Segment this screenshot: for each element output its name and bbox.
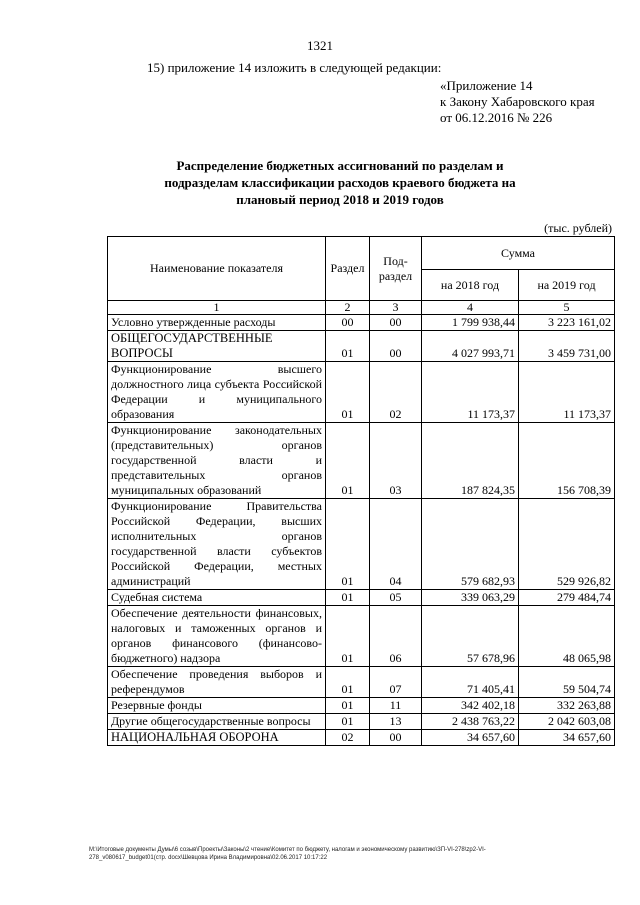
row-section-code: 01 bbox=[326, 499, 370, 590]
row-name: Другие общегосударственные вопросы bbox=[108, 714, 326, 730]
table-row bbox=[108, 698, 615, 714]
table-row bbox=[108, 667, 615, 698]
row-section-code: 00 bbox=[326, 315, 370, 331]
column-number: 1 bbox=[108, 301, 326, 315]
table-row bbox=[108, 590, 615, 606]
row-amount-2018: 579 682,93 bbox=[422, 499, 519, 590]
row-amount-2019: 3 459 731,00 bbox=[519, 331, 615, 362]
row-name: Резервные фонды bbox=[108, 698, 326, 714]
footer-line: 278_v080617_budget01(стр. docx\Шевцова Ирина Владимировна\02.06.2017 10:17:22 bbox=[89, 855, 328, 861]
row-section-code: 01 bbox=[326, 590, 370, 606]
row-amount-2018: 57 678,96 bbox=[422, 606, 519, 667]
row-subsection-code: 00 bbox=[370, 331, 422, 362]
row-subsection-code: 00 bbox=[370, 730, 422, 746]
column-number: 2 bbox=[326, 301, 370, 315]
footer-line: M:\Итоговые документы Думы\6 созыв\Проекты\Законы\2 чтение\Комитет по бюджету, налогам и экономическому развитию\ЗП-VI-278\zp2-VI- bbox=[89, 847, 486, 853]
row-amount-2019: 529 926,82 bbox=[519, 499, 615, 590]
row-amount-2018: 11 173,37 bbox=[422, 362, 519, 423]
page-number: 1321 bbox=[307, 38, 333, 53]
row-subsection-code: 04 bbox=[370, 499, 422, 590]
row-name: Функционирование высшего должностного лица субъекта Российской Федерации и муниципального образования bbox=[108, 362, 326, 423]
header-name: Наименование показателя bbox=[108, 237, 326, 301]
appendix-ref-line: к Закону Хабаровского края bbox=[440, 94, 595, 109]
column-numbers-row bbox=[108, 301, 615, 315]
row-amount-2019: 332 263,88 bbox=[519, 698, 615, 714]
column-number: 4 bbox=[422, 301, 519, 315]
header-year-2018: на 2018 год bbox=[422, 270, 519, 301]
row-section-code: 01 bbox=[326, 606, 370, 667]
intro-text: 15) приложение 14 изложить в следующей редакции: bbox=[147, 60, 442, 75]
row-amount-2019: 34 657,60 bbox=[519, 730, 615, 746]
table-row bbox=[108, 315, 615, 331]
row-subsection-code: 02 bbox=[370, 362, 422, 423]
row-amount-2019: 156 708,39 bbox=[519, 423, 615, 499]
appendix-ref-line: «Приложение 14 bbox=[440, 78, 533, 93]
row-section-code: 01 bbox=[326, 362, 370, 423]
row-amount-2019: 2 042 603,08 bbox=[519, 714, 615, 730]
row-section-code: 01 bbox=[326, 698, 370, 714]
row-name: Судебная система bbox=[108, 590, 326, 606]
row-amount-2019: 59 504,74 bbox=[519, 667, 615, 698]
row-name: Обеспечение проведения выборов и референдумов bbox=[108, 667, 326, 698]
row-amount-2019: 11 173,37 bbox=[519, 362, 615, 423]
row-name: Обеспечение деятельности финансовых, налоговых и таможенных органов и органов финансового (финансово-бюджетного) надзора bbox=[108, 606, 326, 667]
row-section-code: 02 bbox=[326, 730, 370, 746]
budget-table bbox=[107, 236, 615, 746]
title-line: Распределение бюджетных ассигнований по разделам и bbox=[176, 158, 504, 173]
row-amount-2018: 187 824,35 bbox=[422, 423, 519, 499]
header-subsection: Под- раздел bbox=[370, 237, 422, 301]
table-row bbox=[108, 423, 615, 499]
appendix-ref-line: от 06.12.2016 № 226 bbox=[440, 110, 553, 125]
table-row bbox=[108, 362, 615, 423]
row-name: Функционирование Правительства Российской Федерации, высших исполнительных органов государственной власти субъектов Российской Федерации, местных администраций bbox=[108, 499, 326, 590]
table-row bbox=[108, 331, 615, 362]
row-amount-2018: 339 063,29 bbox=[422, 590, 519, 606]
row-subsection-code: 06 bbox=[370, 606, 422, 667]
row-amount-2019: 279 484,74 bbox=[519, 590, 615, 606]
row-name: Функционирование законодательных (представительных) органов государственной власти и представительных органов муниципальных образований bbox=[108, 423, 326, 499]
header-section: Раздел bbox=[326, 237, 370, 301]
row-amount-2018: 2 438 763,22 bbox=[422, 714, 519, 730]
row-section-code: 01 bbox=[326, 714, 370, 730]
row-section-code: 01 bbox=[326, 423, 370, 499]
row-name: ОБЩЕГОСУДАРСТВЕННЫЕ ВОПРОСЫ bbox=[108, 331, 326, 362]
title-line: плановый период 2018 и 2019 годов bbox=[236, 192, 444, 207]
row-subsection-code: 07 bbox=[370, 667, 422, 698]
row-amount-2018: 34 657,60 bbox=[422, 730, 519, 746]
row-subsection-code: 11 bbox=[370, 698, 422, 714]
row-amount-2018: 1 799 938,44 bbox=[422, 315, 519, 331]
header-sum: Сумма bbox=[422, 237, 615, 270]
document-title bbox=[140, 157, 540, 208]
row-section-code: 01 bbox=[326, 667, 370, 698]
row-subsection-code: 00 bbox=[370, 315, 422, 331]
title-line: подразделам классификации расходов краевого бюджета на bbox=[164, 175, 516, 190]
row-amount-2018: 342 402,18 bbox=[422, 698, 519, 714]
table-row bbox=[108, 499, 615, 590]
table-row bbox=[108, 730, 615, 746]
row-name: НАЦИОНАЛЬНАЯ ОБОРОНА bbox=[108, 730, 326, 746]
units-note: (тыс. рублей) bbox=[544, 221, 612, 235]
header-year-2019: на 2019 год bbox=[519, 270, 615, 301]
row-amount-2019: 48 065,98 bbox=[519, 606, 615, 667]
appendix-reference bbox=[440, 78, 595, 126]
table-row bbox=[108, 714, 615, 730]
column-number: 5 bbox=[519, 301, 615, 315]
row-subsection-code: 03 bbox=[370, 423, 422, 499]
row-section-code: 01 bbox=[326, 331, 370, 362]
row-amount-2018: 4 027 993,71 bbox=[422, 331, 519, 362]
row-amount-2019: 3 223 161,02 bbox=[519, 315, 615, 331]
column-number: 3 bbox=[370, 301, 422, 315]
file-path-footer bbox=[89, 846, 609, 862]
row-name: Условно утвержденные расходы bbox=[108, 315, 326, 331]
row-amount-2018: 71 405,41 bbox=[422, 667, 519, 698]
row-subsection-code: 05 bbox=[370, 590, 422, 606]
table-row bbox=[108, 606, 615, 667]
row-subsection-code: 13 bbox=[370, 714, 422, 730]
